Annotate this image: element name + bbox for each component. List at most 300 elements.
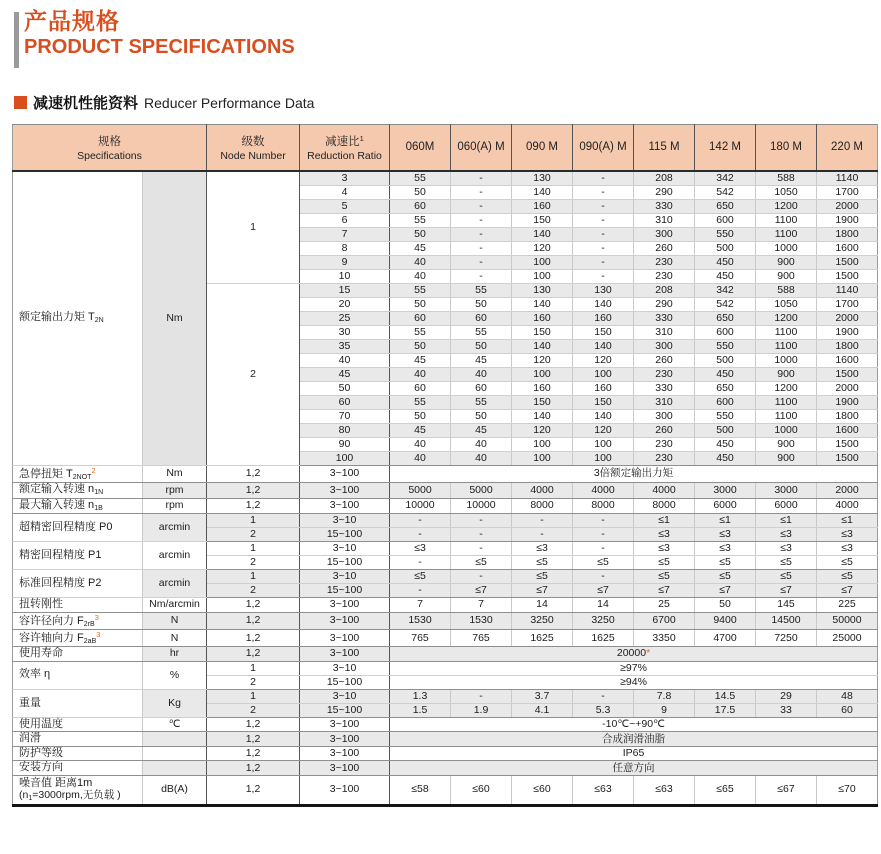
value-cell: ≤60	[512, 775, 573, 805]
ratio-cell: 45	[300, 367, 390, 381]
value-cell: 5000	[451, 483, 512, 498]
value-cell: 1800	[817, 339, 878, 353]
value-cell: ≤7	[756, 583, 817, 597]
value-cell: 1625	[512, 629, 573, 646]
value-cell: 1.3	[390, 689, 451, 703]
value-cell: 1000	[756, 423, 817, 437]
header-model: 090 M	[512, 125, 573, 171]
node-cell: 1,2	[207, 775, 300, 805]
value-cell: 1530	[451, 612, 512, 629]
header-model: 090(A) M	[573, 125, 634, 171]
value-cell: 150	[512, 213, 573, 227]
value-cell: 500	[695, 353, 756, 367]
value-cell: 1600	[817, 241, 878, 255]
value-cell: 1140	[817, 171, 878, 186]
value-cell: 100	[512, 367, 573, 381]
value-cell: -	[573, 213, 634, 227]
value-cell: 765	[390, 629, 451, 646]
node-cell: 1	[207, 569, 300, 583]
value-cell: 1100	[756, 325, 817, 339]
header-reduction-ratio: 减速比$^1$ Reduction Ratio	[300, 125, 390, 171]
value-cell: 160	[573, 381, 634, 395]
value-cell: 310	[634, 325, 695, 339]
ratio-cell: 40	[300, 353, 390, 367]
value-cell: 8000	[634, 498, 695, 513]
value-cell: 5000	[390, 483, 451, 498]
value-cell: 40	[390, 451, 451, 465]
value-cell: 150	[512, 395, 573, 409]
value-cell: ≤7	[451, 583, 512, 597]
ratio-cell: 15~100	[300, 527, 390, 541]
value-cell: 230	[634, 367, 695, 381]
value-cell: ≤7	[512, 583, 573, 597]
unit-cell: arcmin	[143, 541, 207, 569]
section-title-en: Reducer Performance Data	[144, 94, 315, 111]
node-cell: 1,2	[207, 629, 300, 646]
header-model: 060M	[390, 125, 451, 171]
spec-row	[13, 661, 878, 675]
value-cell: 330	[634, 311, 695, 325]
value-cell: 140	[573, 409, 634, 423]
ratio-cell: 3~10	[300, 661, 390, 675]
value-cell: 140	[512, 185, 573, 199]
node-cell: 1	[207, 689, 300, 703]
value-cell: 45	[451, 353, 512, 367]
value-cell: -	[451, 269, 512, 283]
ratio-cell: 10	[300, 269, 390, 283]
value-cell: 4000	[573, 483, 634, 498]
value-cell: 50	[695, 597, 756, 612]
value-cell: ≤5	[756, 555, 817, 569]
value-cell: ≤5	[512, 569, 573, 583]
ratio-cell: 3~10	[300, 569, 390, 583]
spec-row	[13, 465, 878, 482]
value-cell: 342	[695, 171, 756, 186]
value-cell: 1700	[817, 297, 878, 311]
value-cell: -	[451, 689, 512, 703]
unit-cell	[143, 761, 207, 776]
value-cell: ≤5	[817, 569, 878, 583]
value-cell: ≤65	[695, 775, 756, 805]
value-cell: 1200	[756, 381, 817, 395]
spec-label-cell: 润滑	[13, 732, 143, 747]
ratio-cell: 90	[300, 437, 390, 451]
spec-label-cell: 容许径向力 $F_{2rB}^3$	[13, 612, 143, 629]
value-cell: ≤63	[573, 775, 634, 805]
ratio-cell: 3~100	[300, 732, 390, 747]
value-cell: 500	[695, 423, 756, 437]
ratio-cell: 3~100	[300, 647, 390, 662]
value-cell: 342	[695, 283, 756, 297]
value-cell: 55	[390, 171, 451, 186]
node-cell: 2	[207, 583, 300, 597]
ratio-cell: 60	[300, 395, 390, 409]
value-cell: 100	[573, 451, 634, 465]
value-cell: 1600	[817, 353, 878, 367]
spec-row	[13, 775, 878, 805]
node-cell: 1	[207, 661, 300, 675]
value-cell: 8000	[573, 498, 634, 513]
ratio-cell: 35	[300, 339, 390, 353]
value-cell: 25000	[817, 629, 878, 646]
value-cell: 7	[451, 597, 512, 612]
value-cell: 300	[634, 339, 695, 353]
value-cell: 6700	[634, 612, 695, 629]
ratio-cell: 8	[300, 241, 390, 255]
spec-label-cell: 容许轴向力 $F_{2aB}^3$	[13, 629, 143, 646]
value-cell: 208	[634, 171, 695, 186]
value-cell: 145	[756, 597, 817, 612]
value-cell: 1140	[817, 283, 878, 297]
spec-label-cell: 急停扭矩 $T_{2NOT}^2$	[13, 465, 143, 482]
value-cell: 1500	[817, 437, 878, 451]
node-cell: 2	[207, 555, 300, 569]
table-body	[13, 171, 878, 806]
value-cell: 50	[390, 297, 451, 311]
value-cell: 130	[573, 283, 634, 297]
value-cell: 550	[695, 409, 756, 423]
spec-label-cell: 标准回程精度 P2	[13, 569, 143, 597]
merged-value-cell: -10℃~+90℃	[390, 717, 878, 732]
value-cell: 5.3	[573, 703, 634, 717]
value-cell: 55	[390, 213, 451, 227]
node-cell: 1,2	[207, 483, 300, 498]
value-cell: 55	[451, 325, 512, 339]
value-cell: 1500	[817, 367, 878, 381]
spec-label-cell: 重量	[13, 689, 143, 717]
value-cell: ≤5	[390, 569, 451, 583]
header-model: 180 M	[756, 125, 817, 171]
value-cell: 50	[390, 185, 451, 199]
value-cell: 542	[695, 185, 756, 199]
value-cell: 100	[512, 451, 573, 465]
section-bullet-icon	[14, 96, 27, 109]
value-cell: 1900	[817, 213, 878, 227]
value-cell: ≤5	[756, 569, 817, 583]
value-cell: 130	[512, 171, 573, 186]
spec-row	[13, 746, 878, 761]
node-cell: 2	[207, 283, 300, 465]
value-cell: 50	[390, 227, 451, 241]
value-cell: 25	[634, 597, 695, 612]
node-cell: 1,2	[207, 746, 300, 761]
spec-row	[13, 629, 878, 646]
value-cell: ≤63	[634, 775, 695, 805]
value-cell: ≤7	[695, 583, 756, 597]
value-cell: 55	[451, 283, 512, 297]
node-cell: 1,2	[207, 647, 300, 662]
value-cell: 1000	[756, 353, 817, 367]
value-cell: 1100	[756, 227, 817, 241]
value-cell: 120	[573, 353, 634, 367]
value-cell: 900	[756, 269, 817, 283]
value-cell: 1500	[817, 269, 878, 283]
ratio-cell: 6	[300, 213, 390, 227]
value-cell: 900	[756, 367, 817, 381]
value-cell: -	[451, 185, 512, 199]
value-cell: 140	[512, 297, 573, 311]
value-cell: 150	[573, 325, 634, 339]
ratio-cell: 30	[300, 325, 390, 339]
value-cell: 260	[634, 241, 695, 255]
spec-label-cell: 超精密回程精度 P0	[13, 513, 143, 541]
ratio-cell: 3~10	[300, 513, 390, 527]
ratio-cell: 9	[300, 255, 390, 269]
value-cell: 230	[634, 255, 695, 269]
value-cell: 50	[451, 339, 512, 353]
value-cell: 120	[512, 353, 573, 367]
spec-label-cell: 噪音值 距离1m ($n_1=3000rpm$,无负载 )	[13, 775, 143, 805]
ratio-cell: 3~100	[300, 629, 390, 646]
section-heading	[14, 92, 314, 113]
ratio-cell: 80	[300, 423, 390, 437]
value-cell: ≤58	[390, 775, 451, 805]
value-cell: 100	[573, 437, 634, 451]
unit-cell: %	[143, 661, 207, 689]
ratio-cell: 70	[300, 409, 390, 423]
value-cell: 1900	[817, 325, 878, 339]
value-cell: 3250	[512, 612, 573, 629]
value-cell: ≤7	[573, 583, 634, 597]
value-cell: 2000	[817, 311, 878, 325]
value-cell: -	[451, 199, 512, 213]
spec-row	[13, 513, 878, 527]
unit-cell: hr	[143, 647, 207, 662]
value-cell: 60	[390, 199, 451, 213]
value-cell: 60	[451, 311, 512, 325]
value-cell: 1000	[756, 241, 817, 255]
value-cell: 1900	[817, 395, 878, 409]
ratio-cell: 3~100	[300, 612, 390, 629]
value-cell: 550	[695, 227, 756, 241]
value-cell: 4700	[695, 629, 756, 646]
spec-label-cell: 最大输入转速 $n_{1B}$	[13, 498, 143, 513]
value-cell: 2000	[817, 199, 878, 213]
spec-label-cell: 额定输入转速 $n_{1N}$	[13, 483, 143, 498]
value-cell: 588	[756, 171, 817, 186]
value-cell: 1.5	[390, 703, 451, 717]
spec-row	[13, 483, 878, 498]
value-cell: 140	[512, 339, 573, 353]
value-cell: 17.5	[695, 703, 756, 717]
value-cell: 1600	[817, 423, 878, 437]
table-header-row	[13, 125, 878, 171]
value-cell: ≤7	[817, 583, 878, 597]
value-cell: 7250	[756, 629, 817, 646]
value-cell: 3.7	[512, 689, 573, 703]
value-cell: ≤3	[390, 541, 451, 555]
value-cell: 3000	[695, 483, 756, 498]
spec-label-cell: 效率 η	[13, 661, 143, 689]
ratio-cell: 3~100	[300, 597, 390, 612]
node-cell: 1,2	[207, 761, 300, 776]
spec-label-cell: 精密回程精度 P1	[13, 541, 143, 569]
value-cell: 150	[573, 395, 634, 409]
value-cell: 50	[390, 339, 451, 353]
value-cell: ≤5	[512, 555, 573, 569]
ratio-cell: 3~10	[300, 689, 390, 703]
value-cell: 14	[573, 597, 634, 612]
unit-cell: N	[143, 629, 207, 646]
value-cell: 14500	[756, 612, 817, 629]
header-node-number: 级数 Node Number	[207, 125, 300, 171]
value-cell: ≤1	[817, 513, 878, 527]
spec-label-cell: 防护等级	[13, 746, 143, 761]
spec-label-cell: 扭转刚性	[13, 597, 143, 612]
ratio-cell: 25	[300, 311, 390, 325]
ratio-cell: 4	[300, 185, 390, 199]
spec-row	[13, 498, 878, 513]
value-cell: 260	[634, 423, 695, 437]
value-cell: -	[573, 541, 634, 555]
value-cell: 160	[573, 311, 634, 325]
value-cell: -	[451, 255, 512, 269]
value-cell: -	[390, 583, 451, 597]
value-cell: 40	[451, 367, 512, 381]
value-cell: 1100	[756, 409, 817, 423]
page-title-cn: 产品规格	[24, 8, 120, 34]
header-model: 060(A) M	[451, 125, 512, 171]
value-cell: 60	[390, 381, 451, 395]
value-cell: 4.1	[512, 703, 573, 717]
value-cell: 9	[634, 703, 695, 717]
value-cell: 33	[756, 703, 817, 717]
value-cell: 120	[573, 423, 634, 437]
spec-row	[13, 761, 878, 776]
value-cell: 650	[695, 199, 756, 213]
value-cell: -	[573, 171, 634, 186]
header-specifications: 规格 Specifications	[13, 125, 207, 171]
ratio-cell: 3~100	[300, 775, 390, 805]
value-cell: -	[573, 227, 634, 241]
unit-cell: Nm	[143, 465, 207, 482]
node-cell: 1,2	[207, 612, 300, 629]
value-cell: 1100	[756, 339, 817, 353]
value-cell: -	[573, 199, 634, 213]
value-cell: 1500	[817, 451, 878, 465]
value-cell: 50000	[817, 612, 878, 629]
value-cell: 1050	[756, 297, 817, 311]
value-cell: ≤3	[817, 541, 878, 555]
ratio-cell: 3~100	[300, 498, 390, 513]
ratio-cell: 20	[300, 297, 390, 311]
value-cell: ≤67	[756, 775, 817, 805]
value-cell: ≤5	[451, 555, 512, 569]
value-cell: 310	[634, 395, 695, 409]
value-cell: 160	[512, 311, 573, 325]
value-cell: 1800	[817, 409, 878, 423]
ratio-cell: 15~100	[300, 675, 390, 689]
header-model: 142 M	[695, 125, 756, 171]
ratio-cell: 15~100	[300, 703, 390, 717]
value-cell: -	[390, 513, 451, 527]
value-cell: -	[451, 241, 512, 255]
node-cell: 2	[207, 703, 300, 717]
ratio-cell: 3~100	[300, 717, 390, 732]
unit-cell: rpm	[143, 483, 207, 498]
unit-cell	[143, 732, 207, 747]
value-cell: -	[573, 255, 634, 269]
node-cell: 1,2	[207, 732, 300, 747]
value-cell: 14	[512, 597, 573, 612]
value-cell: 100	[573, 367, 634, 381]
value-cell: 330	[634, 381, 695, 395]
value-cell: 550	[695, 339, 756, 353]
value-cell: 1800	[817, 227, 878, 241]
node-cell: 1	[207, 171, 300, 284]
value-cell: 55	[451, 395, 512, 409]
value-cell: 140	[573, 339, 634, 353]
value-cell: 1500	[817, 255, 878, 269]
spec-label-cell: 额定输出力矩 $T_{2N}$	[13, 171, 143, 466]
value-cell: 2000	[817, 483, 878, 498]
unit-cell: Kg	[143, 689, 207, 717]
value-cell: 4000	[512, 483, 573, 498]
value-cell: 542	[695, 297, 756, 311]
unit-cell: Nm	[143, 171, 207, 466]
value-cell: 10000	[390, 498, 451, 513]
value-cell: ≤7	[634, 583, 695, 597]
value-cell: 29	[756, 689, 817, 703]
page-header	[14, 8, 295, 59]
value-cell: 900	[756, 437, 817, 451]
ratio-cell: 3	[300, 171, 390, 186]
value-cell: 1050	[756, 185, 817, 199]
node-cell: 2	[207, 527, 300, 541]
merged-value-cell: ≥97%	[390, 661, 878, 675]
value-cell: 160	[512, 381, 573, 395]
value-cell: 7	[390, 597, 451, 612]
value-cell: -	[573, 513, 634, 527]
header-model: 220 M	[817, 125, 878, 171]
value-cell: 3250	[573, 612, 634, 629]
spec-row	[13, 647, 878, 662]
value-cell: -	[573, 241, 634, 255]
value-cell: 230	[634, 451, 695, 465]
value-cell: 50	[390, 409, 451, 423]
value-cell: ≤3	[695, 541, 756, 555]
node-cell: 1,2	[207, 498, 300, 513]
value-cell: 160	[512, 199, 573, 213]
node-cell: 1,2	[207, 465, 300, 482]
value-cell: 4000	[817, 498, 878, 513]
value-cell: 50	[451, 409, 512, 423]
value-cell: 4000	[634, 483, 695, 498]
value-cell: ≤5	[634, 569, 695, 583]
value-cell: -	[573, 269, 634, 283]
value-cell: 600	[695, 213, 756, 227]
value-cell: 40	[390, 367, 451, 381]
value-cell: 500	[695, 241, 756, 255]
value-cell: -	[390, 527, 451, 541]
value-cell: -	[573, 569, 634, 583]
value-cell: 60	[817, 703, 878, 717]
unit-cell: arcmin	[143, 513, 207, 541]
value-cell: 10000	[451, 498, 512, 513]
value-cell: 1700	[817, 185, 878, 199]
value-cell: ≤3	[817, 527, 878, 541]
value-cell: 290	[634, 297, 695, 311]
spec-label-cell: 安装方向	[13, 761, 143, 776]
value-cell: -	[451, 213, 512, 227]
value-cell: -	[573, 527, 634, 541]
value-cell: 3350	[634, 629, 695, 646]
unit-cell: ℃	[143, 717, 207, 732]
value-cell: 45	[390, 353, 451, 367]
value-cell: ≤3	[634, 527, 695, 541]
value-cell: 450	[695, 269, 756, 283]
value-cell: ≤3	[756, 541, 817, 555]
